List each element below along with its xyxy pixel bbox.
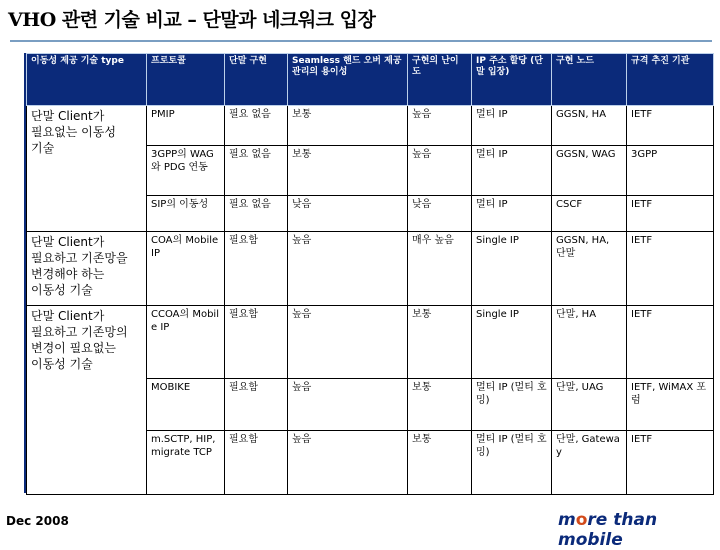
table-cell: IETF [627, 106, 714, 146]
header-cell: 프로토콜 [147, 54, 225, 106]
header-cell: 단말 구현 [225, 54, 288, 106]
category-cell: 단말 Client가 필요하고 기존망을 변경해야 하는 이동성 기술 [27, 232, 147, 306]
table-cell: 3GPP의 WAG와 PDG 연동 [147, 146, 225, 196]
table-cell: 단말, HA [552, 306, 627, 379]
table-cell: 멀티 IP [472, 106, 552, 146]
table-cell: 멀티 IP (멀티 호밍) [472, 379, 552, 431]
comparison-table [26, 53, 714, 495]
table-cell: 3GPP [627, 146, 714, 196]
table-cell: 낮음 [288, 196, 408, 232]
table-cell: IETF [627, 196, 714, 232]
table-cell: 높음 [288, 306, 408, 379]
table-cell: IETF [627, 306, 714, 379]
table-cell: m.SCTP, HIP, migrate TCP [147, 431, 225, 495]
table-cell: 보통 [288, 146, 408, 196]
table-cell: 멀티 IP [472, 146, 552, 196]
table-cell: 필요 없음 [225, 146, 288, 196]
header-cell: 규격 추진 기관 [627, 54, 714, 106]
logo-o-mark: o [575, 510, 588, 530]
category-cell: 단말 Client가 필요없는 이동성 기술 [27, 106, 147, 232]
header-cell: Seamless 핸드 오버 제공 관리의 용이성 [288, 54, 408, 106]
brand-logo [558, 510, 720, 550]
table-cell: 단말, UAG [552, 379, 627, 431]
logo-text-prefix: m [558, 510, 576, 530]
table-cell: 높음 [288, 379, 408, 431]
table-cell: 필요함 [225, 306, 288, 379]
header-cell: IP 주소 할당 (단말 입장) [472, 54, 552, 106]
table-cell: CCOA의 Mobile IP [147, 306, 225, 379]
table-cell: IETF, WiMAX 포럼 [627, 379, 714, 431]
table-cell: 보통 [288, 106, 408, 146]
table-cell: 높음 [408, 146, 472, 196]
title-divider [10, 40, 712, 42]
table-cell: 보통 [408, 431, 472, 495]
table-cell: Single IP [472, 232, 552, 306]
table-cell: 필요 없음 [225, 106, 288, 146]
table-cell: IETF [627, 232, 714, 306]
table-cell: 매우 높음 [408, 232, 472, 306]
table-cell: 보통 [408, 379, 472, 431]
table-cell: 단말, Gateway [552, 431, 627, 495]
table-cell: 멀티 IP [472, 196, 552, 232]
table-cell: 높음 [288, 232, 408, 306]
table-cell: CSCF [552, 196, 627, 232]
comparison-table-container [26, 53, 713, 495]
table-cell: IETF [627, 431, 714, 495]
table-cell: 낮음 [408, 196, 472, 232]
table-cell: PMIP [147, 106, 225, 146]
table-cell: Single IP [472, 306, 552, 379]
table-cell: 필요 없음 [225, 196, 288, 232]
header-cell: 구현 노드 [552, 54, 627, 106]
table-cell: COA의 Mobile IP [147, 232, 225, 306]
table-cell: 필요함 [225, 379, 288, 431]
footer-date: Dec 2008 [6, 514, 69, 528]
header-cell: 구현의 난이도 [408, 54, 472, 106]
table-cell: SIP의 이동성 [147, 196, 225, 232]
table-cell: MOBIKE [147, 379, 225, 431]
table-cell: GGSN, HA, 단말 [552, 232, 627, 306]
table-row [27, 106, 714, 146]
table-cell: 높음 [288, 431, 408, 495]
table-cell: 필요함 [225, 431, 288, 495]
table-cell: GGSN, HA [552, 106, 627, 146]
slide-title: VHO 관련 기술 비교 – 단말과 네크워크 입장 [8, 9, 376, 31]
table-cell: 보통 [408, 306, 472, 379]
table-row [27, 306, 714, 379]
table-cell: 필요함 [225, 232, 288, 306]
table-row [27, 232, 714, 306]
header-cell: 이동성 제공 기술 type [27, 54, 147, 106]
table-header-row [27, 54, 714, 106]
table-cell: 멀티 IP (멀티 호밍) [472, 431, 552, 495]
table-cell: GGSN, WAG [552, 146, 627, 196]
logo-text-suffix: re than mobile [558, 510, 658, 550]
table-cell: 높음 [408, 106, 472, 146]
category-cell: 단말 Client가 필요하고 기존망의 변경이 필요없는 이동성 기술 [27, 306, 147, 495]
